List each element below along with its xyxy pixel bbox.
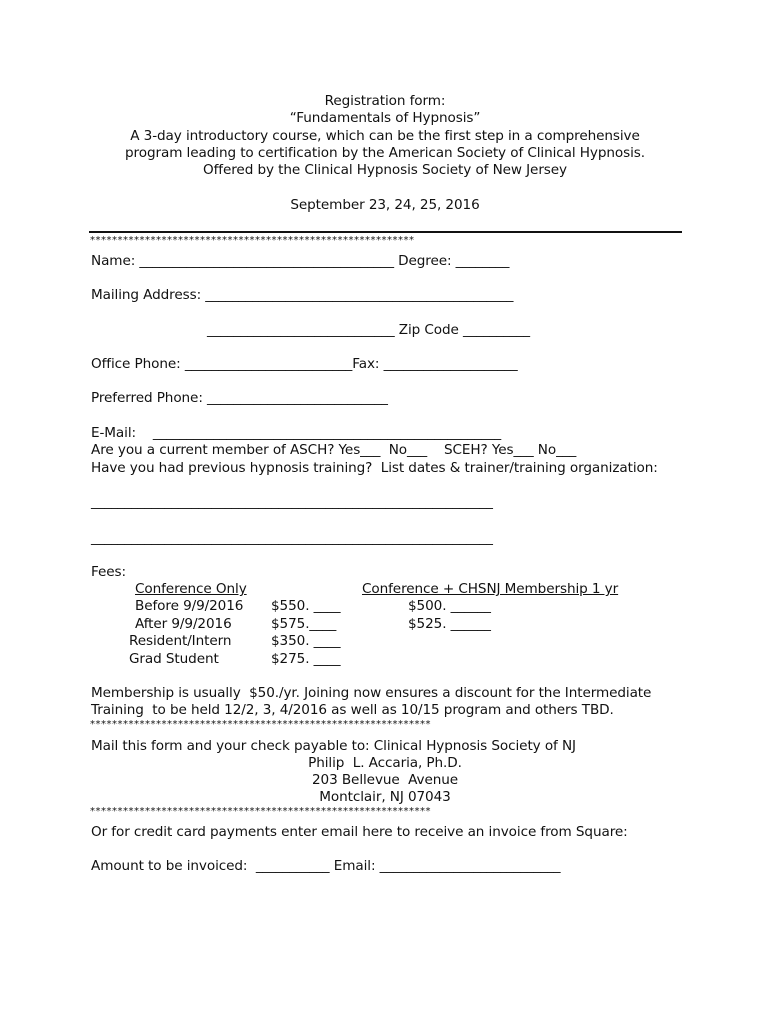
fee-row-label: After 9/9/2016: [135, 616, 232, 632]
membership-question[interactable]: Are you a current member of ASCH? Yes___ No___ SCEH? Yes___ No___: [91, 442, 577, 458]
office-phone-fax-field[interactable]: Office Phone: _________________________Fax: ____________________: [91, 356, 518, 372]
mailing-address-field[interactable]: Mailing Address: ______________________________________________: [91, 287, 514, 303]
name-degree-field[interactable]: Name: ______________________________________ Degree: ________: [91, 253, 510, 269]
membership-note-line2: Training to be held 12/2, 3, 4/2016 as well as 10/15 program and others TBD.: [91, 702, 614, 718]
zip-code-field[interactable]: ____________________________ Zip Code __________: [207, 322, 530, 338]
credit-card-instructions: Or for credit card payments enter email here to receive an invoice from Square:: [91, 824, 628, 840]
fee-row-label: Resident/Intern: [129, 633, 232, 649]
separator-stars-top: ***********************************************************: [90, 235, 415, 246]
fee-row-combo-price[interactable]: $525. ______: [408, 616, 491, 632]
fee-row-conference-price[interactable]: $550. ____: [271, 598, 341, 614]
fees-label: Fees:: [91, 564, 126, 580]
course-description-line1: A 3-day introductory course, which can be the first step in a comprehensive: [130, 128, 640, 144]
training-answer-line2[interactable]: ____________________________________________________________: [91, 530, 493, 546]
invoice-amount-email-field[interactable]: Amount to be invoiced: ___________ Email: ___________________________: [91, 858, 561, 874]
training-answer-line1[interactable]: ____________________________________________________________: [91, 494, 493, 510]
mail-recipient: Philip L. Accaria, Ph.D.: [308, 755, 462, 771]
course-description-line2: program leading to certification by the American Society of Clinical Hypnosis.: [125, 145, 645, 161]
fee-row-label: Before 9/9/2016: [135, 598, 244, 614]
fee-row-conference-price[interactable]: $350. ____: [271, 633, 341, 649]
mail-street: 203 Bellevue Avenue: [311, 772, 459, 788]
training-question: Have you had previous hypnosis training? List dates & trainer/training organization:: [91, 460, 658, 476]
membership-note-line1: Membership is usually $50./yr. Joining now ensures a discount for the Intermediate: [91, 685, 652, 701]
fee-row-label: Grad Student: [129, 651, 219, 667]
fee-row-conference-price[interactable]: $275. ____: [271, 651, 341, 667]
separator-stars-bottom: **************************************************************: [90, 806, 431, 817]
separator-stars-middle: **************************************************************: [90, 719, 431, 730]
fee-row-combo-price[interactable]: $500. ______: [408, 598, 491, 614]
mail-city: Montclair, NJ 07043: [319, 789, 451, 805]
fees-header-conference: Conference Only: [135, 581, 247, 597]
course-dates: September 23, 24, 25, 2016: [290, 197, 480, 213]
header-divider: [89, 231, 682, 233]
fees-header-combo: Conference + CHSNJ Membership 1 yr: [362, 581, 619, 597]
form-title: Registration form:: [324, 93, 446, 109]
course-sponsor: Offered by the Clinical Hypnosis Society of New Jersey: [203, 162, 567, 178]
email-field[interactable]: E-Mail: ____________________________________________________: [91, 425, 502, 441]
course-title: “Fundamentals of Hypnosis”: [289, 110, 481, 126]
mail-instructions: Mail this form and your check payable to: Clinical Hypnosis Society of NJ: [91, 738, 576, 754]
fee-row-conference-price[interactable]: $575.____: [271, 616, 337, 632]
preferred-phone-field[interactable]: Preferred Phone: ___________________________: [91, 390, 388, 406]
